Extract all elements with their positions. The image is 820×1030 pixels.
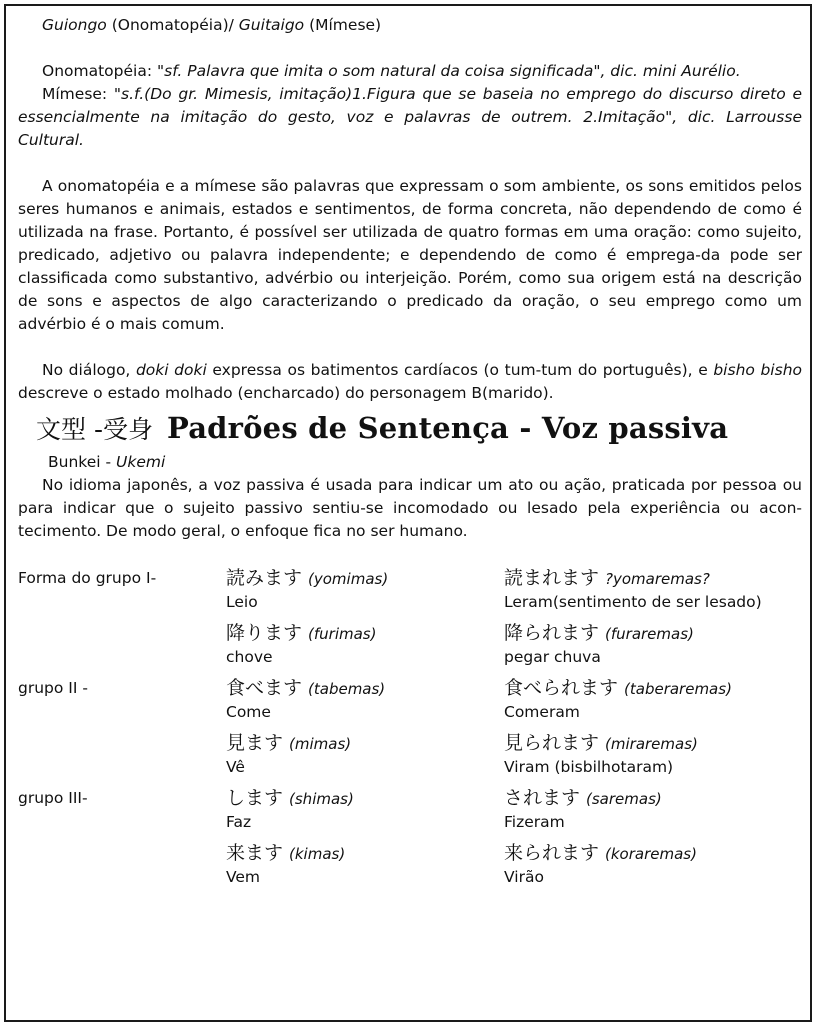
verb-japanese: 見られます bbox=[504, 732, 600, 754]
verb-cell bbox=[226, 675, 504, 730]
verb-meaning: pegar chuva bbox=[504, 648, 601, 666]
table-row bbox=[18, 840, 802, 895]
verb-romaji: (mimas) bbox=[289, 735, 352, 753]
verb-romaji: (furimas) bbox=[308, 625, 377, 643]
verb-meaning: Vê bbox=[226, 758, 245, 776]
verb-japanese: 食べられます bbox=[504, 677, 619, 699]
verb-cell bbox=[226, 840, 504, 895]
verb-meaning: Vem bbox=[226, 868, 261, 886]
verb-romaji: (tabemas) bbox=[308, 680, 386, 698]
definition-onomatopeia bbox=[18, 60, 802, 83]
definition-text: "s.f.(Do gr. Mimesis, imitação)1.Figura que se baseia no emprego do discurso direto e essencialmente na imitação do gesto, voz e palavras de outrem. 2.Imitação", dic. Larrousse Cultural. bbox=[18, 85, 802, 149]
verb-meaning: Leram(sentimento de ser lesado) bbox=[504, 593, 762, 611]
verb-meaning: Virão bbox=[504, 868, 544, 886]
verb-cell bbox=[226, 785, 504, 840]
verb-japanese: 来られます bbox=[504, 842, 600, 864]
group-label: grupo II - bbox=[18, 679, 88, 697]
verb-japanese: します bbox=[226, 787, 284, 809]
group-label bbox=[18, 620, 226, 675]
verb-romaji: (saremas) bbox=[586, 790, 662, 808]
subheading-ukemi: Ukemi bbox=[116, 453, 166, 471]
verb-japanese: 降ります bbox=[226, 622, 303, 644]
group-label bbox=[18, 730, 226, 785]
verb-japanese: 見ます bbox=[226, 732, 284, 754]
text-run: descreve o estado molhado (encharcado) do personagem B(marido). bbox=[18, 384, 554, 402]
group-label: grupo III- bbox=[18, 789, 88, 807]
definition-text: "sf. Palavra que imita o som natural da coisa significada", dic. mini Aurélio. bbox=[157, 62, 741, 80]
group-label bbox=[18, 840, 226, 895]
subheading bbox=[18, 451, 802, 474]
verb-cell bbox=[504, 785, 802, 840]
paragraph-onomatopeia: A onomatopéia e a mímese são palavras que expressam o som ambiente, os sons emitidos pelos seres humanos e animais, estados e sentimentos, de forma concreta, não dependendo de como é utilizada na frase. Portanto, é possível ser utilizada de quatro formas em uma oração: como sujeito, predicado, adjetivo ou palavra independente; e dependendo de como é emprega-da pode ser classificada como substantivo, advérbio ou interjeição. Porém, como sua origem está na descrição de sons e aspectos de algo caracterizando o predicado da oração, o seu emprego como um advérbio é o mais comum. bbox=[18, 177, 802, 333]
table-row bbox=[18, 730, 802, 785]
verb-japanese: 来ます bbox=[226, 842, 284, 864]
group-label: Forma do grupo I- bbox=[18, 569, 157, 587]
text-run: No diálogo, bbox=[42, 361, 136, 379]
term-guitaigo: Guitaigo bbox=[238, 16, 305, 34]
verb-meaning: Faz bbox=[226, 813, 252, 831]
verb-romaji: (shimas) bbox=[289, 790, 354, 808]
verb-meaning: Comeram bbox=[504, 703, 580, 721]
section-heading bbox=[18, 411, 802, 445]
verb-cell bbox=[226, 730, 504, 785]
conjugation-table bbox=[18, 565, 802, 895]
verb-cell bbox=[226, 620, 504, 675]
verb-romaji: (furaremas) bbox=[605, 625, 694, 643]
table-row bbox=[18, 565, 802, 620]
verb-cell bbox=[504, 675, 802, 730]
document-body bbox=[18, 14, 802, 895]
paragraph-voz-passiva: No idioma japonês, a voz passiva é usada para indicar um ato ou ação, praticada por pessoa ou para indicar que o sujeito passivo sentiu-se incomodado ou lesado pela experiência ou acon-tecimento. De modo geral, o enfoque fica no ser humano. bbox=[18, 476, 802, 540]
verb-japanese: 食べます bbox=[226, 677, 303, 699]
verb-japanese: 読まれます bbox=[504, 567, 600, 589]
term-bisho-bisho: bisho bisho bbox=[713, 361, 803, 379]
verb-cell bbox=[226, 565, 504, 620]
verb-cell bbox=[504, 730, 802, 785]
table-row bbox=[18, 620, 802, 675]
subheading-bunkei: Bunkei - bbox=[48, 453, 116, 471]
verb-romaji: (taberaremas) bbox=[624, 680, 732, 698]
text-run: expressa os batimentos cardíacos (o tum-tum do português), e bbox=[206, 361, 714, 379]
definition-mimese bbox=[18, 83, 802, 152]
verb-meaning: Come bbox=[226, 703, 271, 721]
verb-romaji: (yomimas) bbox=[308, 570, 389, 588]
verb-japanese: 降られます bbox=[504, 622, 600, 644]
verb-cell bbox=[504, 565, 802, 620]
table-row bbox=[18, 675, 802, 730]
verb-meaning: Fizeram bbox=[504, 813, 565, 831]
verb-japanese: 読みます bbox=[226, 567, 303, 589]
verb-romaji: (koraremas) bbox=[605, 845, 697, 863]
heading-japanese: 文型 -受身 bbox=[36, 415, 153, 444]
verb-japanese: されます bbox=[504, 787, 581, 809]
intro-line bbox=[18, 14, 802, 37]
term-doki-doki: doki doki bbox=[135, 361, 207, 379]
heading-portuguese: Padrões de Sentença - Voz passiva bbox=[166, 411, 729, 445]
verb-cell bbox=[504, 840, 802, 895]
term-onoma: (Onomatopéia)/ bbox=[106, 16, 239, 34]
verb-romaji: (kimas) bbox=[289, 845, 346, 863]
table-row bbox=[18, 785, 802, 840]
definition-label: Mímese: bbox=[42, 85, 114, 103]
definition-label: Onomatopéia: bbox=[42, 62, 157, 80]
term-mimese: (Mímese) bbox=[304, 16, 382, 34]
verb-meaning: Leio bbox=[226, 593, 258, 611]
paragraph-dialogo bbox=[18, 359, 802, 405]
verb-romaji: (miraremas) bbox=[605, 735, 698, 753]
verb-meaning: chove bbox=[226, 648, 273, 666]
verb-meaning: Viram (bisbilhotaram) bbox=[504, 758, 674, 776]
verb-romaji: ?yomaremas? bbox=[605, 570, 710, 588]
verb-cell bbox=[504, 620, 802, 675]
term-guiongo: Guiongo bbox=[42, 16, 107, 34]
